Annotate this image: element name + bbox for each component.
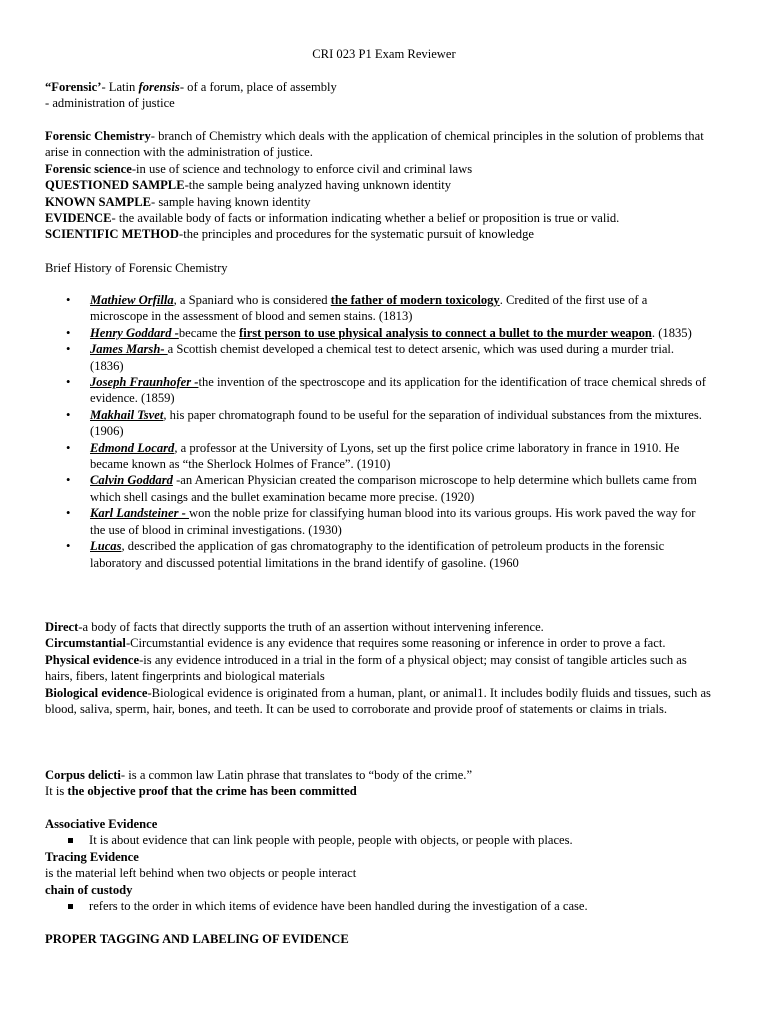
corpus-line: Corpus delicti- is a common law Latin phrase that translates to “body of the crime.” xyxy=(45,768,473,782)
corpus-delicti-block xyxy=(45,767,715,800)
definition-term: SCIENTIFIC METHOD xyxy=(45,227,180,242)
tracing-text: is the material left behind when two objects or people interact xyxy=(45,866,357,881)
document-title: CRI 023 P1 Exam Reviewer xyxy=(312,47,456,61)
definition-term: EVIDENCE xyxy=(45,211,112,226)
definition-item: EVIDENCE- the available body of facts or information indicating whether a belief or proposition is true or valid. xyxy=(45,211,620,226)
definition-item: QUESTIONED SAMPLE-the sample being analyzed having unknown identity xyxy=(45,178,452,193)
forensic-line-2: - administration of justice xyxy=(45,96,175,111)
custody-bullet: refers to the order in which items of evidence have been handled during the investigation of a case. xyxy=(45,898,715,914)
evidence-types-block xyxy=(45,619,715,717)
evidence-concepts-block xyxy=(45,816,715,914)
history-item: • Makhail Tsvet, his paper chromatograph found to be useful for the separation of individual substances from the mixtures.(1906) xyxy=(66,407,706,440)
scientist-name: Lucas xyxy=(90,539,122,554)
history-item: • James Marsh- a Scottish chemist developed a chemical test to detect arsenic, which was used during a murder trial. (1836) xyxy=(66,341,706,374)
associative-list xyxy=(45,832,715,848)
history-item: • Lucas, described the application of gas chromatography to the identification of petroleum products in the forensic laboratory and discussed potential limitations in the brand identify of gasoline. (1960 xyxy=(66,538,706,571)
evidence-type-term: Biological evidence xyxy=(45,685,148,700)
definition-item: KNOWN SAMPLE- sample having known identity xyxy=(45,194,311,209)
evidence-type-term: Direct xyxy=(45,620,79,634)
history-item: • Joseph Fraunhofer -the invention of the spectroscope and its application for the identification of trace chemical shreds of evidence. (1859) xyxy=(66,374,706,407)
evidence-type-term: Physical evidence xyxy=(45,652,140,667)
forensic-latin-word: forensis xyxy=(138,80,180,94)
definitions-block xyxy=(45,128,715,243)
custody-heading: chain of custody xyxy=(45,882,133,897)
custody-list xyxy=(45,898,715,914)
evidence-type-item: Biological evidence-Biological evidence is originated from a human, plant, or animal1. It includes bodily fluids and tissues, such as blood, saliva, sperm, hair, bones, and teeth. It can be used to corroborate and provide proof of statements or claims in trials. xyxy=(45,685,711,717)
forensic-line: “Forensic’- Latin forensis- of a forum, place of assembly xyxy=(45,80,337,94)
corpus-term: Corpus delicti xyxy=(45,768,121,782)
definition-term: Forensic science xyxy=(45,161,132,176)
history-heading: Brief History of Forensic Chemistry xyxy=(45,261,228,275)
scientist-name: Henry Goddard - xyxy=(90,325,179,340)
scientist-name: Karl Landsteiner - xyxy=(90,506,190,521)
associative-heading: Associative Evidence xyxy=(45,817,158,831)
history-item: • Mathiew Orfilla, a Spaniard who is considered the father of modern toxicology. Credited of the first use of a microscope in the assessment of blood and semen stains. (1813) xyxy=(66,292,706,325)
definition-term: Forensic Chemistry xyxy=(45,129,151,143)
forensic-term: “Forensic’ xyxy=(45,80,102,94)
scientist-name: Makhail Tsvet xyxy=(90,407,164,422)
history-list xyxy=(66,292,706,571)
scientist-name: Joseph Fraunhofer - xyxy=(90,375,199,390)
history-item: • Calvin Goddard -an American Physician created the comparison microscope to help determine which bullets came from which shell casings and the bullet examination became more precise. (1920) xyxy=(66,472,706,505)
history-item: • Henry Goddard -became the first person to use physical analysis to connect a bullet to the murder weapon. (1835) xyxy=(66,325,706,341)
corpus-line-2: It is the objective proof that the crime has been committed xyxy=(45,784,357,799)
scientist-name: Mathiew Orfilla xyxy=(90,293,174,307)
associative-bullet: It is about evidence that can link people with people, people with objects, or people with places. xyxy=(45,832,715,848)
definition-term: KNOWN SAMPLE xyxy=(45,194,152,209)
history-item: • Edmond Locard, a professor at the University of Lyons, set up the first police crime laboratory in france in 1910. He became known as “the Sherlock Holmes of France”. (1910) xyxy=(66,440,706,473)
definition-item: SCIENTIFIC METHOD-the principles and procedures for the systematic pursuit of knowledge xyxy=(45,227,534,242)
evidence-type-item: Circumstantial-Circumstantial evidence is any evidence that requires some reasoning or inference in order to prove a fact. xyxy=(45,636,666,651)
evidence-type-item: Direct-a body of facts that directly supports the truth of an assertion without intervening inference. xyxy=(45,620,544,634)
definition-term: QUESTIONED SAMPLE xyxy=(45,178,185,193)
evidence-type-term: Circumstantial xyxy=(45,636,126,651)
history-item: • Karl Landsteiner - won the noble prize for classifying human blood into its various groups. His work paved the way for the use of blood in criminal investigations. (1930) xyxy=(66,505,706,538)
forensic-etymology xyxy=(45,79,715,112)
history-highlight: the father of modern toxicology xyxy=(330,293,500,307)
tracing-heading: Tracing Evidence xyxy=(45,849,139,864)
final-heading: PROPER TAGGING AND LABELING OF EVIDENCE xyxy=(45,932,349,946)
definition-item: Forensic Chemistry- branch of Chemistry which deals with the application of chemical principles in the solution of problems that arise in connection with the administration of justice. xyxy=(45,129,704,160)
scientist-name: James Marsh- xyxy=(90,342,168,357)
definition-item: Forensic science-in use of science and technology to enforce civil and criminal laws xyxy=(45,161,473,176)
evidence-type-item: Physical evidence-is any evidence introduced in a trial in the form of a physical object; may consist of tangible articles such as hairs, fibers, latent fingerprints and biological materials xyxy=(45,652,687,684)
history-highlight: first person to use physical analysis to connect a bullet to the murder weapon xyxy=(239,325,652,340)
scientist-name: Calvin Goddard xyxy=(90,473,173,488)
scientist-name: Edmond Locard xyxy=(90,440,175,455)
